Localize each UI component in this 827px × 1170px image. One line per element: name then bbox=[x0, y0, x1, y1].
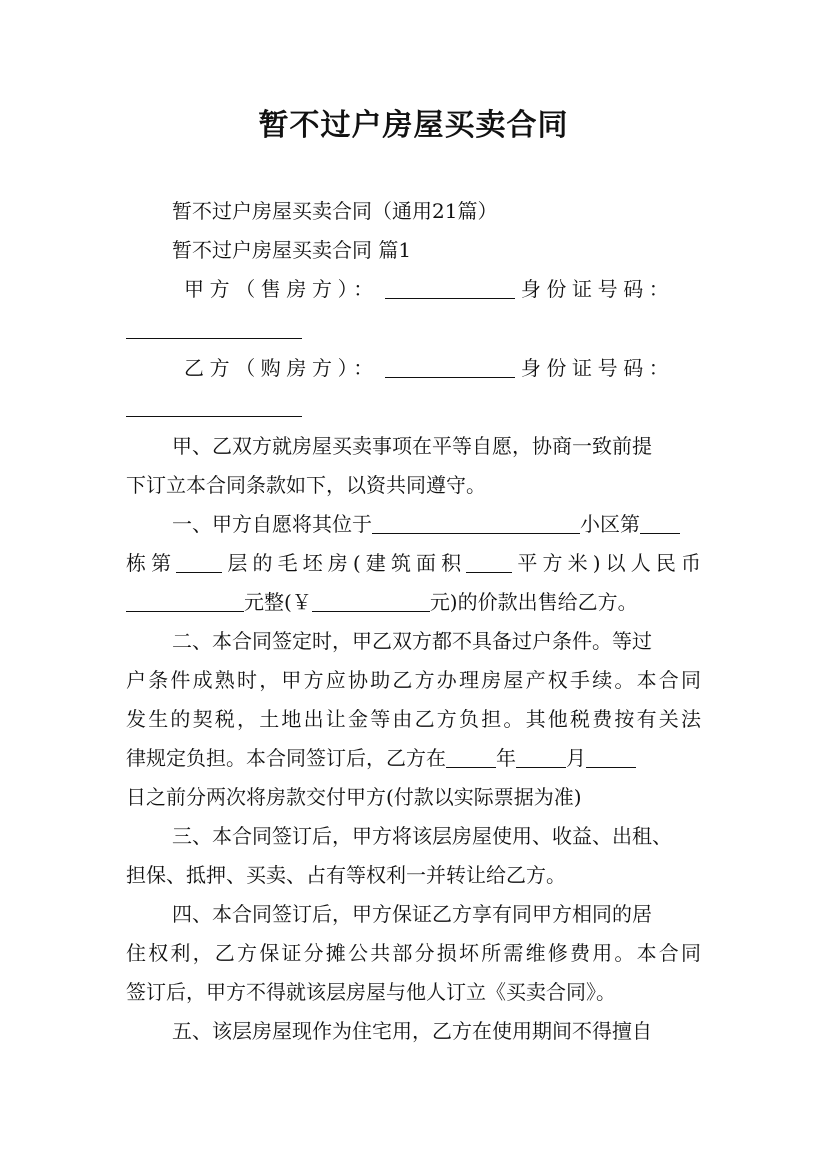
party-a-id-line bbox=[126, 311, 701, 348]
clause-2-line: 户条件成熟时，甲方应协助乙方办理房屋产权手续。本合同 bbox=[126, 668, 701, 692]
party-a-label: 甲方（售房方）： bbox=[184, 277, 379, 301]
address-blank bbox=[372, 513, 580, 534]
party-b-id-line bbox=[126, 389, 701, 426]
clause-1-text: 层的毛坯房(建筑面积 bbox=[222, 551, 467, 575]
price-number-blank bbox=[312, 591, 430, 612]
year-blank bbox=[446, 747, 496, 768]
clause-5-line: 五、该层房屋现作为住宅用，乙方在使用期间不得擅自 bbox=[172, 1019, 652, 1043]
clause-1-line bbox=[172, 506, 701, 543]
document-subtitle: 暂不过户房屋买卖合同（通用21篇） bbox=[172, 199, 498, 223]
clause-3-line: 三、本合同签订后，甲方将该层房屋使用、收益、出租、 bbox=[172, 824, 672, 848]
clause-2-line bbox=[126, 740, 701, 777]
month-blank bbox=[516, 747, 566, 768]
clause-2-line: 发生的契税，土地出让金等由乙方负担。其他税费按有关法 bbox=[126, 707, 701, 731]
clause-1-text: 元整(￥ bbox=[244, 590, 312, 614]
intro-line: 下订立本合同条款如下，以资共同遵守。 bbox=[126, 473, 486, 497]
clause-2-line: 二、本合同签定时，甲乙双方都不具备过户条件。等过 bbox=[172, 629, 652, 653]
floor-blank bbox=[176, 552, 222, 573]
clause-4-line: 签订后，甲方不得就该层房屋与他人订立《买卖合同》。 bbox=[126, 980, 616, 1004]
price-words-blank bbox=[126, 591, 244, 612]
clause-1-text: 一、甲方自愿将其位于 bbox=[172, 512, 372, 536]
party-b-id-blank bbox=[126, 396, 302, 417]
party-b-id-label: 身份证号码： bbox=[520, 356, 675, 380]
clause-1-text: 小区第 bbox=[580, 512, 640, 536]
clause-1-text: 栋第 bbox=[126, 551, 177, 575]
clause-4-line: 四、本合同签订后，甲方保证乙方享有同甲方相同的居 bbox=[172, 902, 652, 926]
month-label: 月 bbox=[566, 746, 586, 770]
day-blank bbox=[586, 747, 636, 768]
year-label: 年 bbox=[496, 746, 516, 770]
area-blank bbox=[466, 552, 512, 573]
party-a-line bbox=[184, 271, 701, 308]
clause-1-text: 元)的价款出售给乙方。 bbox=[429, 590, 638, 614]
party-b-name-blank bbox=[385, 357, 515, 378]
clause-1-text: 平方米)以人民币 bbox=[512, 551, 701, 575]
party-a-name-blank bbox=[385, 278, 515, 299]
clause-3-line: 担保、抵押、买卖、占有等权利一并转让给乙方。 bbox=[126, 863, 566, 887]
party-a-id-label: 身份证号码： bbox=[520, 277, 675, 301]
building-blank bbox=[640, 513, 680, 534]
clause-1-line bbox=[126, 584, 701, 621]
clause-2-text: 律规定负担。本合同签订后，乙方在 bbox=[126, 746, 446, 770]
clause-2-line: 日之前分两次将房款交付甲方(付款以实际票据为准) bbox=[126, 785, 582, 809]
party-a-id-blank bbox=[126, 318, 302, 339]
section-heading: 暂不过户房屋买卖合同 篇1 bbox=[172, 238, 412, 262]
document-title: 暂不过户房屋买卖合同 bbox=[258, 108, 569, 143]
clause-4-line: 住权利，乙方保证分摊公共部分损坏所需维修费用。本合同 bbox=[126, 941, 701, 965]
party-b-label: 乙方（购房方）： bbox=[184, 356, 379, 380]
party-b-line bbox=[184, 350, 701, 387]
clause-1-line bbox=[126, 545, 701, 582]
intro-line: 甲、乙双方就房屋买卖事项在平等自愿，协商一致前提 bbox=[172, 434, 652, 458]
